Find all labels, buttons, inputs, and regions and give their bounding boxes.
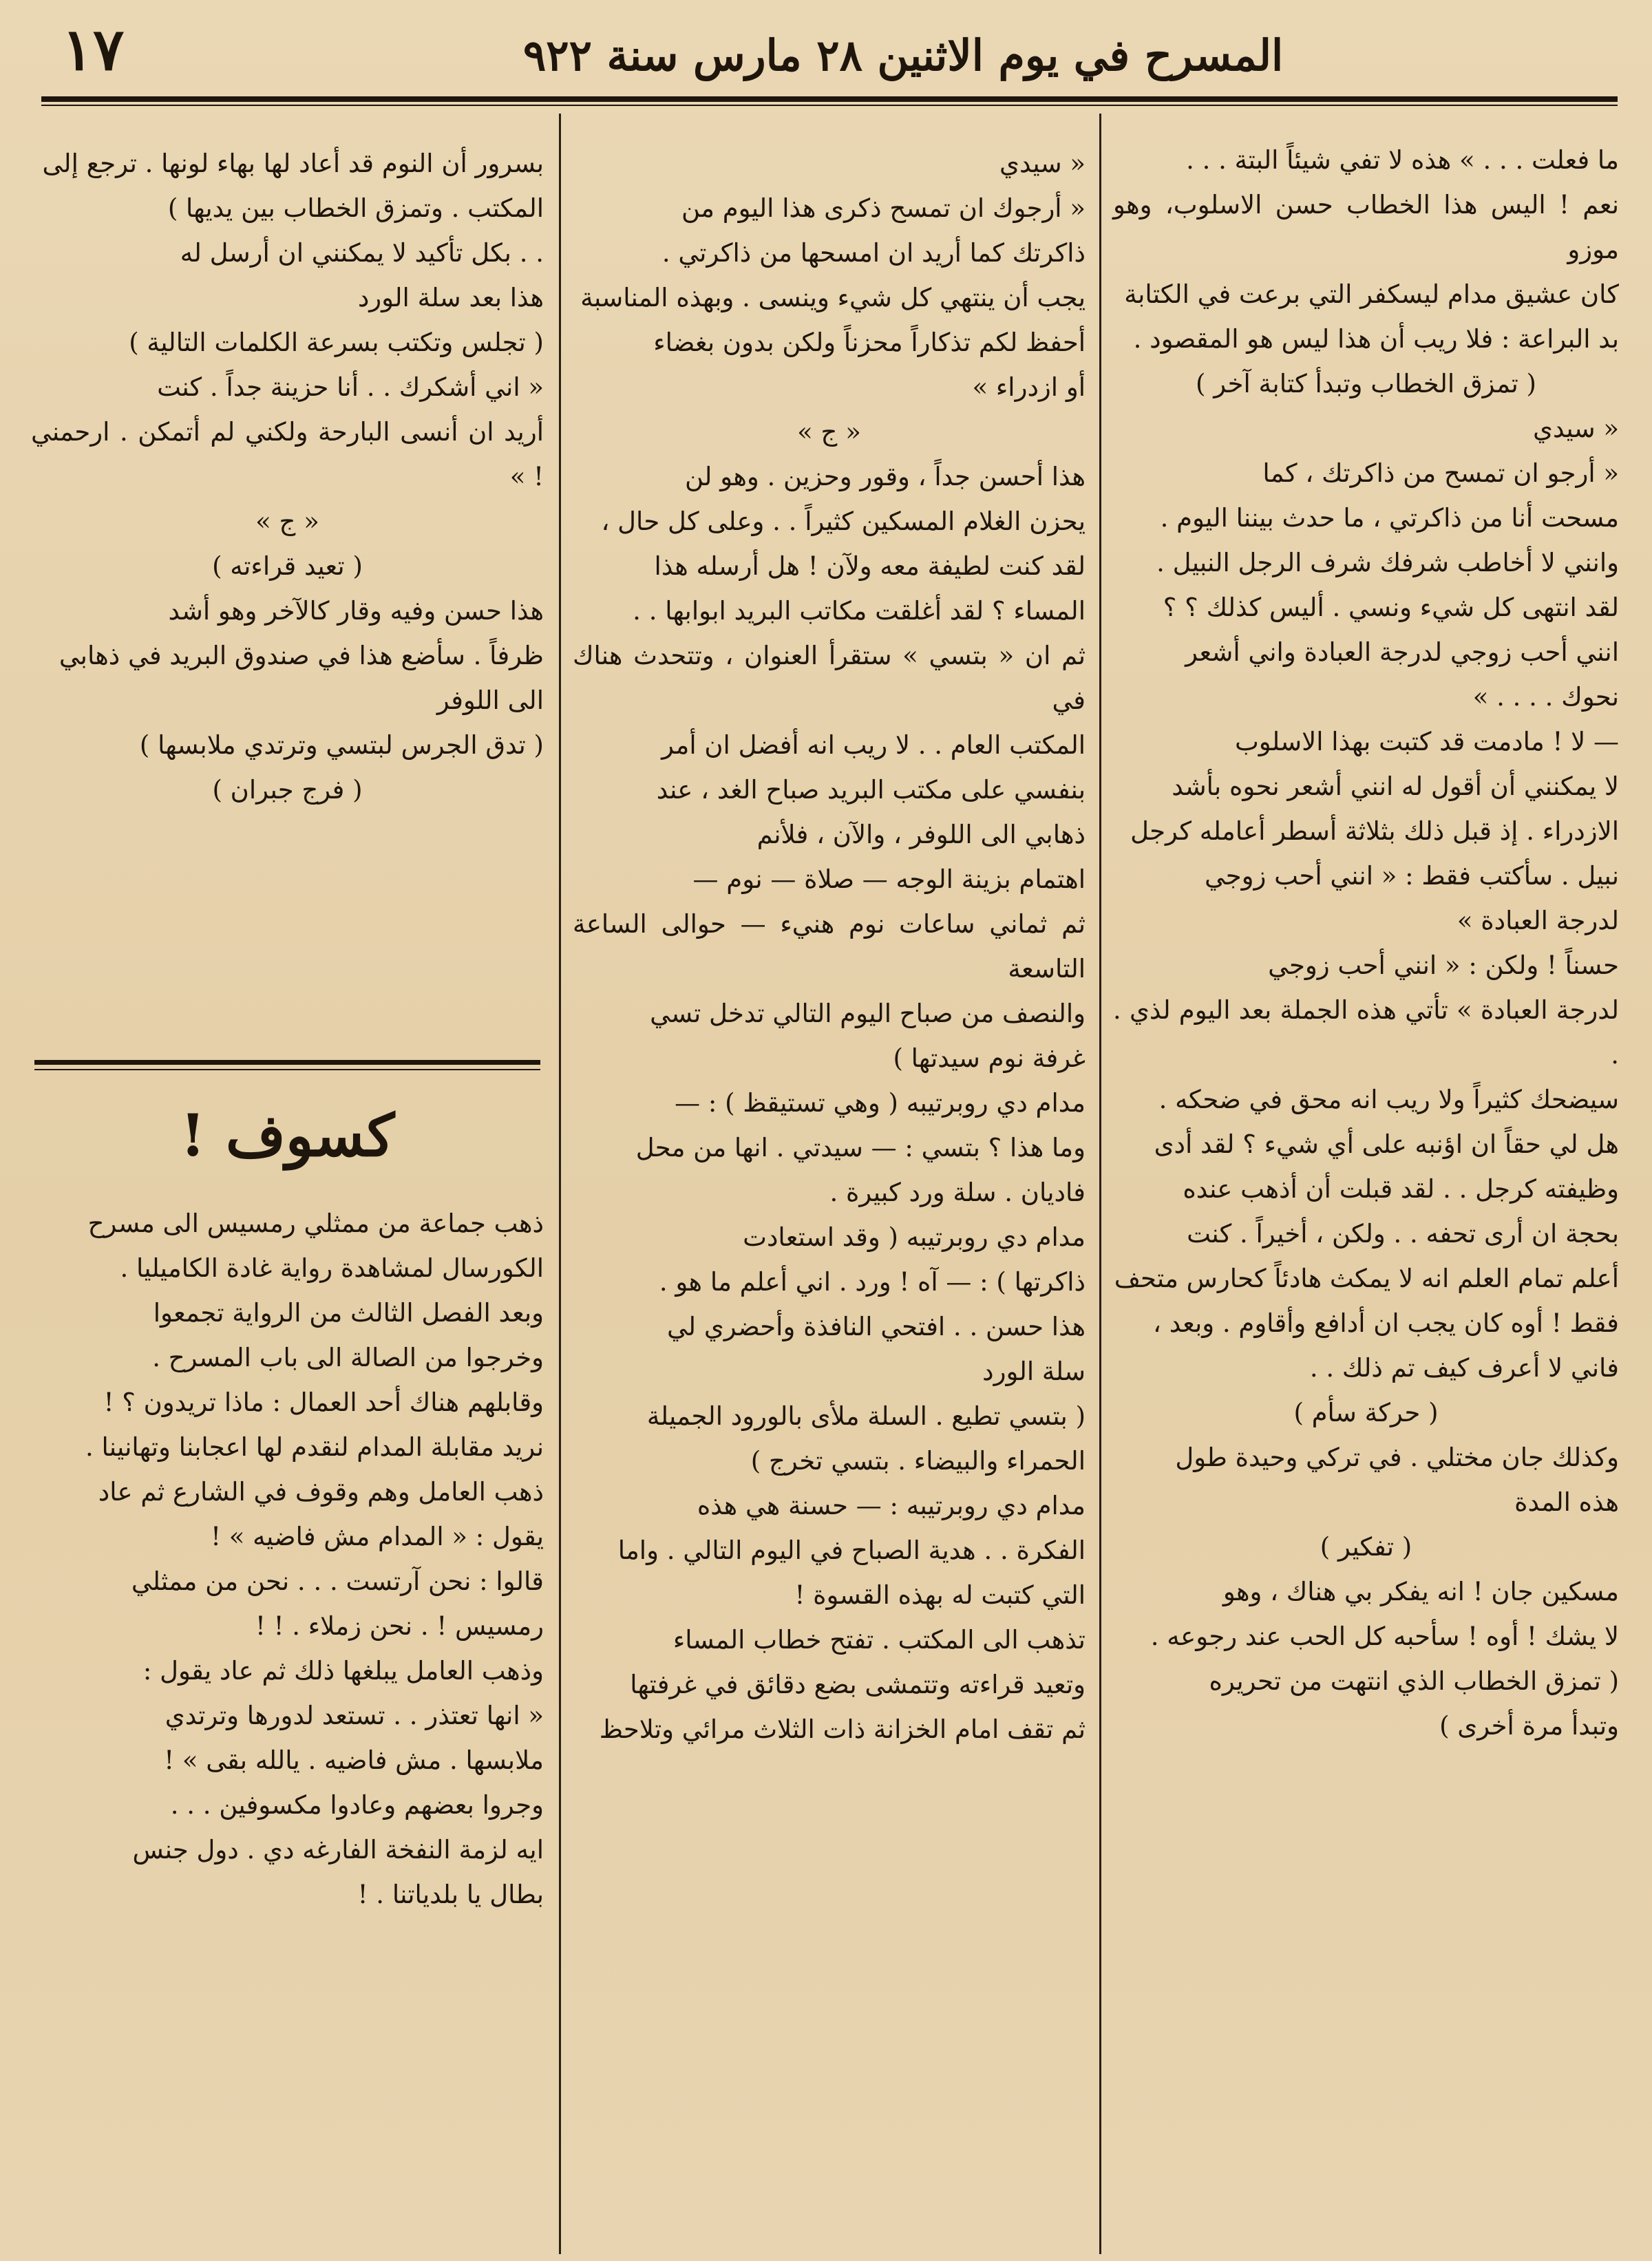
- text-line: بنفسي على مكتب البريد صباح الغد ، عند: [656, 775, 1086, 805]
- right-column: [1113, 138, 1619, 1748]
- text-line: مسحت أنا من ذاكرتي ، ما حدث بيننا اليوم .: [1160, 503, 1619, 533]
- text-line: يحزن الغلام المسكين كثيراً . . وعلى كل حال ،: [601, 507, 1086, 536]
- text-line: ( تمزق الخطاب وتبدأ كتابة آخر ): [1196, 369, 1536, 399]
- text-line: الى اللوفر: [436, 686, 544, 715]
- text-line: وكذلك جان مختلي . في تركي وحيدة طول: [1175, 1443, 1619, 1472]
- text-line: فاديان . سلة ورد كبيرة .: [829, 1178, 1086, 1207]
- page-number: ١٧: [62, 15, 125, 83]
- text-line: ذهابي الى اللوفر ، والآن ، فلأنم: [756, 820, 1086, 849]
- text-line: سيضحك كثيراً ولا ريب انه محق في ضحكه .: [1158, 1085, 1619, 1114]
- text-line: هذا حسن . . افتحي النافذة وأحضري لي: [666, 1312, 1086, 1341]
- text-line: ذهب العامل وهم وقوف في الشارع ثم عاد: [98, 1477, 544, 1507]
- header-rule-thin: [41, 105, 1618, 106]
- text-line: « أرجوك ان تمسح ذكرى هذا اليوم من: [681, 193, 1086, 223]
- text-line: ( حركة سأم ): [1293, 1398, 1439, 1427]
- text-line: « اني أشكرك . . أنا حزينة جداً . كنت: [157, 372, 544, 402]
- text-line: الازدراء . إذ قبل ذلك بثلاثة أسطر أعامله كرجل: [1130, 816, 1619, 846]
- middle-column: [573, 141, 1086, 1752]
- text-line: لا يشك ! أوه ! سأحبه كل الحب عند رجوعه .: [1150, 1622, 1619, 1651]
- text-line: لقد انتهى كل شيء ونسي . أليس كذلك ؟ ؟: [1163, 593, 1619, 622]
- text-line: « ج »: [797, 417, 861, 447]
- text-line: أو ازدراء »: [972, 372, 1086, 402]
- text-line: « سيدي: [1533, 414, 1619, 443]
- text-line: — لا ! مادمت قد كتبت بهذا الاسلوب: [1234, 727, 1619, 756]
- text-line: تذهب الى المكتب . تفتح خطاب المساء: [673, 1625, 1086, 1655]
- text-line: لدرجة العبادة » تأتي هذه الجملة بعد اليوم لذي . .: [1113, 995, 1619, 1070]
- text-line: بطال يا بلدياتنا . !: [357, 1880, 544, 1909]
- text-line: وظيفته كرجل . . لقد قبلت أن أذهب عنده: [1183, 1174, 1619, 1204]
- text-line: هذا حسن وفيه وقار كالآخر وهو أشد: [168, 596, 544, 626]
- text-line: ( فرج جبران ): [212, 775, 363, 805]
- text-line: هذا أحسن جداً ، وقور وحزين . وهو لن: [685, 462, 1086, 491]
- text-line: وجروا بعضهم وعادوا مكسوفين . . .: [170, 1790, 544, 1820]
- text-line: يجب أن ينتهي كل شيء وينسى . وبهذه المناسبة: [580, 283, 1086, 312]
- text-line: أعلم تمام العلم انه لا يمكث هادئاً كحارس متحف: [1114, 1264, 1619, 1293]
- text-line: « سيدي: [999, 149, 1086, 178]
- text-line: ذاكرتك كما أريد ان امسحها من ذاكرتي .: [661, 238, 1086, 268]
- text-line: فاني لا أعرف كيف تم ذلك . .: [1309, 1353, 1619, 1383]
- column-divider-right: [1099, 114, 1101, 2254]
- text-line: لقد كنت لطيفة معه ولآن ! هل أرسله هذا: [654, 551, 1086, 581]
- text-line: انني أحب زوجي لدرجة العبادة واني أشعر: [1185, 637, 1619, 667]
- text-line: وما هذا ؟ بتسي : — سيدتي . انها من محل: [635, 1133, 1086, 1163]
- text-line: ثم تقف امام الخزانة ذات الثلاث مرائي وتلاحظ: [599, 1715, 1086, 1744]
- text-line: اهتمام بزينة الوجه — صلاة — نوم —: [692, 864, 1086, 894]
- text-line: ( بتسي تطيع . السلة ملأى بالورود الجميلة: [646, 1401, 1086, 1431]
- text-line: بسرور أن النوم قد أعاد لها بهاء لونها . ترجع إلى: [42, 149, 544, 178]
- text-line: نحوك . . . . »: [1472, 682, 1619, 712]
- text-line: التي كتبت له بهذه القسوة !: [794, 1580, 1086, 1610]
- text-line: لا يمكنني أن أقول له انني أشعر نحوه بأشد: [1172, 772, 1619, 801]
- text-line: وانني لا أخاطب شرفك شرف الرجل النبيل .: [1156, 548, 1619, 577]
- text-line: ايه لزمة النفخة الفارغه دي . دول جنس: [132, 1835, 544, 1865]
- text-line: المكتب . وتمزق الخطاب بين يديها ): [167, 193, 544, 223]
- article-title: كسوف !: [180, 1101, 395, 1169]
- text-line: والنصف من صباح اليوم التالي تدخل تسي: [650, 999, 1086, 1028]
- text-line: ملابسها . مش فاضيه . يالله بقى » !: [164, 1745, 544, 1775]
- column-divider-left: [559, 114, 561, 2254]
- text-line: أحفظ لكم تذكاراً محزناً ولكن بدون بغضاء: [653, 328, 1086, 357]
- text-line: ( تمزق الخطاب الذي انتهت من تحريره: [1209, 1666, 1619, 1696]
- text-line: فقط ! أوه كان يجب ان أدافع وأقاوم . وبعد ،: [1152, 1308, 1619, 1338]
- text-line: مدام دي روبرتيبه : — حسنة هي هذه: [697, 1491, 1086, 1520]
- text-line: هل لي حقاً ان اؤنبه على أي شيء ؟ لقد أدى: [1154, 1129, 1619, 1159]
- text-line: وذهب العامل يبلغها ذلك ثم عاد يقول :: [142, 1656, 544, 1686]
- text-line: ( تدق الجرس لبتسي وترتدي ملابسها ): [139, 730, 544, 760]
- text-line: نبيل . سأكتب فقط : « انني أحب زوجي: [1204, 861, 1619, 891]
- text-line: « ج »: [255, 507, 319, 536]
- text-line: هذه المدة: [1514, 1487, 1619, 1517]
- text-line: ظرفاً . سأضع هذا في صندوق البريد في ذهابي: [59, 641, 544, 670]
- text-line: الحمراء والبيضاء . بتسي تخرج ): [750, 1446, 1086, 1476]
- text-line: ثم ان « بتسي » ستقرأ العنوان ، وتتحدث هناك في: [573, 641, 1086, 715]
- text-line: مدام دي روبرتيبه ( وقد استعادت: [743, 1222, 1086, 1252]
- text-line: المساء ؟ لقد أغلقت مكاتب البريد ابوابها . .: [633, 596, 1086, 626]
- text-line: ما فعلت . . . » هذه لا تفي شيئاً البتة . . .: [1186, 145, 1619, 175]
- text-line: ذهب جماعة من ممثلي رمسيس الى مسرح: [87, 1209, 544, 1238]
- text-line: ( تفكير ): [1320, 1532, 1412, 1562]
- text-line: غرفة نوم سيدتها ): [893, 1043, 1086, 1073]
- text-line: نريد مقابلة المدام لنقدم لها اعجابنا وتهانينا .: [85, 1432, 544, 1462]
- left-column-top: [31, 141, 544, 812]
- text-line: المكتب العام . . لا ريب انه أفضل ان أمر: [661, 730, 1086, 760]
- text-line: ( تجلس وتكتب بسرعة الكلمات التالية ): [129, 328, 544, 357]
- text-line: ذاكرتها ) : — آه ! ورد . اني أعلم ما هو .: [659, 1267, 1086, 1297]
- text-line: ثم ثماني ساعات نوم هنيء — حوالى الساعة التاسعة: [573, 909, 1086, 984]
- text-line: هذا بعد سلة الورد: [357, 283, 544, 312]
- text-line: الفكرة . . هدية الصباح في اليوم التالي . واما: [617, 1536, 1086, 1565]
- text-line: مدام دي روبرتيبه ( وهي تستيقظ ) : —: [675, 1088, 1086, 1118]
- text-line: وتعيد قراءته وتتمشى بضع دقائق في غرفتها: [630, 1670, 1086, 1699]
- text-line: ( تعيد قراءته ): [212, 551, 363, 581]
- text-line: وتبدأ مرة أخرى ): [1439, 1711, 1619, 1741]
- text-line: الكورسال لمشاهدة رواية غادة الكاميليا .: [120, 1253, 544, 1283]
- article-separator-rule-thin: [34, 1069, 540, 1070]
- text-line: بحجة ان أرى تحفه . . ولكن ، أخيراً . كنت: [1187, 1219, 1619, 1249]
- article-separator-rule: [34, 1060, 540, 1065]
- text-line: قالوا : نحن آرتست . . . نحن من ممثلي: [131, 1567, 544, 1596]
- text-line: وخرجوا من الصالة الى باب المسرح .: [152, 1343, 544, 1372]
- text-line: كان عشيق مدام ليسكفر التي برعت في الكتابة: [1124, 279, 1619, 309]
- text-line: مسكين جان ! انه يفكر بي هناك ، وهو: [1222, 1577, 1619, 1606]
- text-line: بد البراعة : فلا ريب أن هذا ليس هو المقصود .: [1133, 324, 1619, 354]
- article-body: [31, 1201, 544, 1917]
- text-line: يقول : « المدام مش فاضيه » !: [211, 1522, 544, 1551]
- text-line: حسناً ! ولكن : « انني أحب زوجي: [1268, 951, 1619, 980]
- text-line: لدرجة العبادة »: [1457, 906, 1619, 935]
- text-line: رمسيس ! . نحن زملاء . ! !: [255, 1611, 544, 1641]
- text-line: أريد ان أنسى البارحة ولكني لم أتمكن . ارحمني ! »: [31, 417, 544, 491]
- text-line: سلة الورد: [982, 1357, 1086, 1386]
- running-title: المسرح في يوم الاثنين ٢٨ مارس سنة ٩٢٢: [523, 30, 1284, 81]
- header-rule: [41, 96, 1618, 102]
- text-line: . . بكل تأكيد لا يمكنني ان أرسل له: [180, 238, 544, 268]
- text-line: وبعد الفصل الثالث من الرواية تجمعوا: [153, 1298, 544, 1328]
- text-line: « أرجو ان تمسح من ذاكرتك ، كما: [1262, 458, 1619, 488]
- text-line: وقابلهم هناك أحد العمال : ماذا تريدون ؟ !: [103, 1388, 544, 1417]
- text-line: نعم ! اليس هذا الخطاب حسن الاسلوب، وهو موزو: [1113, 190, 1619, 264]
- text-line: « انها تعتذر . . تستعد لدورها وترتدي: [165, 1701, 544, 1730]
